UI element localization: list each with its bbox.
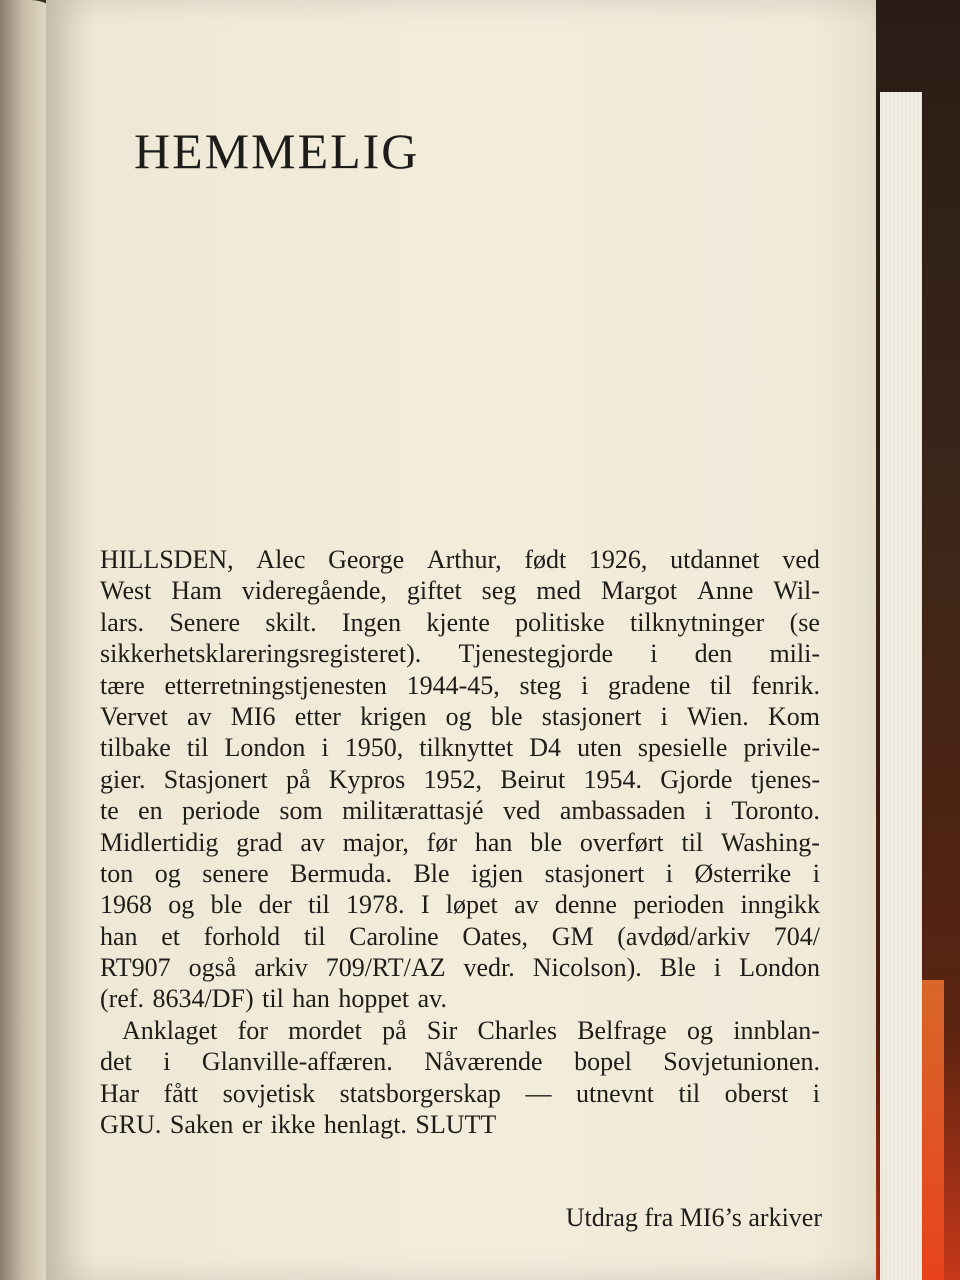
word: gier. <box>100 764 146 794</box>
word: til <box>308 890 330 920</box>
word: grad <box>236 827 283 857</box>
word: oberst <box>724 1078 789 1108</box>
text-line <box>100 1046 820 1077</box>
word: mili- <box>769 639 820 669</box>
word: Alec <box>256 545 306 574</box>
word: politiske <box>515 607 605 637</box>
word: West <box>100 576 152 606</box>
word: Sovjetunionen. <box>663 1047 820 1077</box>
word: også <box>188 953 237 983</box>
text-line <box>100 889 820 920</box>
word: Har <box>100 1078 139 1108</box>
word: Arthur, <box>426 545 502 574</box>
word: Anne <box>697 576 754 606</box>
word: GM <box>551 921 594 951</box>
word: Gjorde <box>660 764 733 794</box>
word: fenrik. <box>751 670 820 700</box>
word: Glanville-affæren. <box>201 1047 393 1077</box>
word: sikkerhetsklareringsregisteret). <box>100 639 422 669</box>
word: 1978. <box>346 890 405 920</box>
word: Charles <box>477 1015 557 1045</box>
word: på <box>382 1015 407 1045</box>
word: Margot <box>601 576 678 606</box>
word: fått <box>163 1078 199 1108</box>
word: (avdød/arkiv <box>617 921 751 951</box>
word: av <box>187 701 212 731</box>
word: tilknyttet <box>419 733 514 763</box>
word: til <box>681 827 704 857</box>
word: George <box>328 545 405 574</box>
text-line <box>100 827 820 858</box>
word: Kypros <box>328 764 406 794</box>
word: med <box>536 576 582 606</box>
word: giftet <box>406 576 462 606</box>
word: Ble <box>413 858 450 888</box>
word: 704/ <box>773 921 820 951</box>
word: inngikk <box>740 890 820 920</box>
word: periode <box>182 796 260 826</box>
page-heading: HEMMELIG <box>134 123 420 179</box>
word: tære <box>100 670 145 700</box>
word: vedr. <box>463 953 515 983</box>
word: tilknytninger <box>629 607 765 637</box>
word: til <box>303 921 326 951</box>
word: i <box>581 670 589 700</box>
word: og <box>686 1015 713 1045</box>
word: 1968 <box>100 890 152 920</box>
word: Tjenestegjorde <box>458 639 613 669</box>
word: Toronto. <box>731 796 820 826</box>
word: igjen <box>471 858 524 888</box>
word: Anklaget <box>122 1015 218 1045</box>
text-line <box>100 732 820 763</box>
word: skilt. <box>265 607 317 637</box>
word: ved <box>502 796 541 826</box>
word: Nicolson). <box>532 953 642 983</box>
word: bopel <box>574 1047 632 1077</box>
word: videregående, <box>241 576 387 606</box>
word: arkiv <box>254 953 308 983</box>
word: der <box>258 890 292 920</box>
word: Belfrage <box>577 1015 667 1045</box>
word: i <box>660 701 668 731</box>
word: MI6 <box>230 701 276 731</box>
word: denne <box>554 890 617 920</box>
word: (se <box>789 607 820 637</box>
word: ble <box>210 890 243 920</box>
word: overført <box>579 827 664 857</box>
word: senere <box>202 858 269 888</box>
word: til <box>678 1078 701 1108</box>
word: 1950, <box>344 733 404 763</box>
word: i <box>713 953 722 983</box>
word: major, <box>342 827 409 857</box>
word: Ble <box>659 953 696 983</box>
word: RT907 <box>100 953 171 983</box>
text-line <box>100 921 820 952</box>
word: ble <box>530 827 562 857</box>
word: utdannet <box>670 545 760 574</box>
word: han <box>100 921 138 951</box>
word: Nåværende <box>424 1047 543 1077</box>
word: spesielle <box>637 733 728 763</box>
word: Beirut <box>500 764 566 794</box>
page-stack-edge <box>880 92 922 1280</box>
word: en <box>138 796 163 826</box>
text-line <box>100 795 820 826</box>
text-line <box>100 1078 820 1109</box>
text-line <box>100 952 820 983</box>
word: han <box>474 827 513 857</box>
word: Ingen <box>341 607 402 637</box>
dossier-text <box>100 544 820 1140</box>
word: statsborgerskap <box>339 1078 501 1108</box>
source-caption: Utdrag fra MI6’s arkiver <box>565 1203 822 1232</box>
word: militærattasjé <box>342 796 484 826</box>
word: te <box>100 796 119 826</box>
word: av <box>300 827 325 857</box>
word: ton <box>100 858 134 888</box>
text-line <box>100 858 820 889</box>
word: av <box>514 890 539 920</box>
word: Oates, <box>462 921 529 951</box>
word: 1926, <box>588 545 648 574</box>
word: Vervet <box>100 701 168 731</box>
word: I <box>420 890 430 920</box>
word: steg <box>519 670 562 700</box>
word: i <box>650 639 658 669</box>
word: sovjetisk <box>222 1078 316 1108</box>
word: på <box>285 764 311 794</box>
word: til <box>186 733 209 763</box>
word: Stasjonert <box>163 764 268 794</box>
word: perioden <box>633 890 725 920</box>
word: som <box>279 796 323 826</box>
word: etter <box>294 701 341 731</box>
word: løpet <box>445 890 498 920</box>
word: Wien. <box>687 701 749 731</box>
word: Sir <box>426 1015 458 1045</box>
word: Østerrike <box>694 858 792 888</box>
word: og <box>168 890 195 920</box>
word: 1954. <box>583 764 643 794</box>
text-line <box>100 544 820 575</box>
word: et <box>161 921 180 951</box>
word: i <box>665 858 673 888</box>
word: 1952, <box>423 764 483 794</box>
word: krigen <box>360 701 427 731</box>
word: Caroline <box>349 921 439 951</box>
word: etterretningstjenesten <box>164 670 387 700</box>
word: HILLSDEN, <box>100 545 234 574</box>
word: i <box>163 1047 171 1077</box>
word: Washing- <box>720 827 820 857</box>
word: for <box>237 1015 268 1045</box>
word: privile- <box>743 733 820 763</box>
text-line <box>100 638 820 669</box>
word: og <box>445 701 472 731</box>
word: stasjonert <box>544 858 645 888</box>
word: ved <box>782 545 820 574</box>
word: lars. <box>100 607 145 637</box>
word: ambassaden <box>559 796 686 826</box>
text-line <box>100 670 820 701</box>
word: og <box>154 858 181 888</box>
word: — <box>525 1078 552 1108</box>
word: seg <box>481 576 517 606</box>
word: ble <box>490 701 523 731</box>
word: før <box>426 827 457 857</box>
word: mordet <box>288 1015 362 1045</box>
word: tilbake <box>100 733 171 763</box>
word: D4 <box>529 733 562 763</box>
word: i <box>812 1078 820 1108</box>
text-line <box>100 1015 820 1046</box>
word: til <box>710 670 732 700</box>
text-line <box>100 575 820 606</box>
word: tjenes- <box>750 764 820 794</box>
word: kjente <box>426 607 490 637</box>
word: i <box>704 796 713 826</box>
text-line: (ref. 8634/DF) til han hoppet av. <box>100 984 447 1014</box>
text-line <box>100 764 820 795</box>
word: gradene <box>608 670 691 700</box>
word: det <box>100 1047 132 1077</box>
text-line: GRU. Saken er ikke henlagt. SLUTT <box>100 1110 497 1140</box>
word: London <box>739 953 820 983</box>
text-line <box>100 607 820 638</box>
word: Bermuda. <box>290 858 392 888</box>
word: Wil- <box>773 576 820 606</box>
word: 709/RT/AZ <box>325 953 446 983</box>
word: i <box>812 858 820 888</box>
word: stasjonert <box>541 701 642 731</box>
word: Senere <box>169 607 241 637</box>
word: utnevnt <box>575 1078 654 1108</box>
word: Ham <box>171 576 222 606</box>
word: født <box>524 545 567 574</box>
word: forhold <box>203 921 281 951</box>
word: Midlertidig <box>100 827 219 857</box>
word: innblan- <box>733 1015 820 1045</box>
word: 1944-45, <box>406 670 500 700</box>
word: London <box>224 733 306 763</box>
word: Kom <box>767 701 820 731</box>
text-line <box>100 701 820 732</box>
word: i <box>321 733 329 763</box>
word: uten <box>577 733 622 763</box>
word: den <box>694 639 733 669</box>
